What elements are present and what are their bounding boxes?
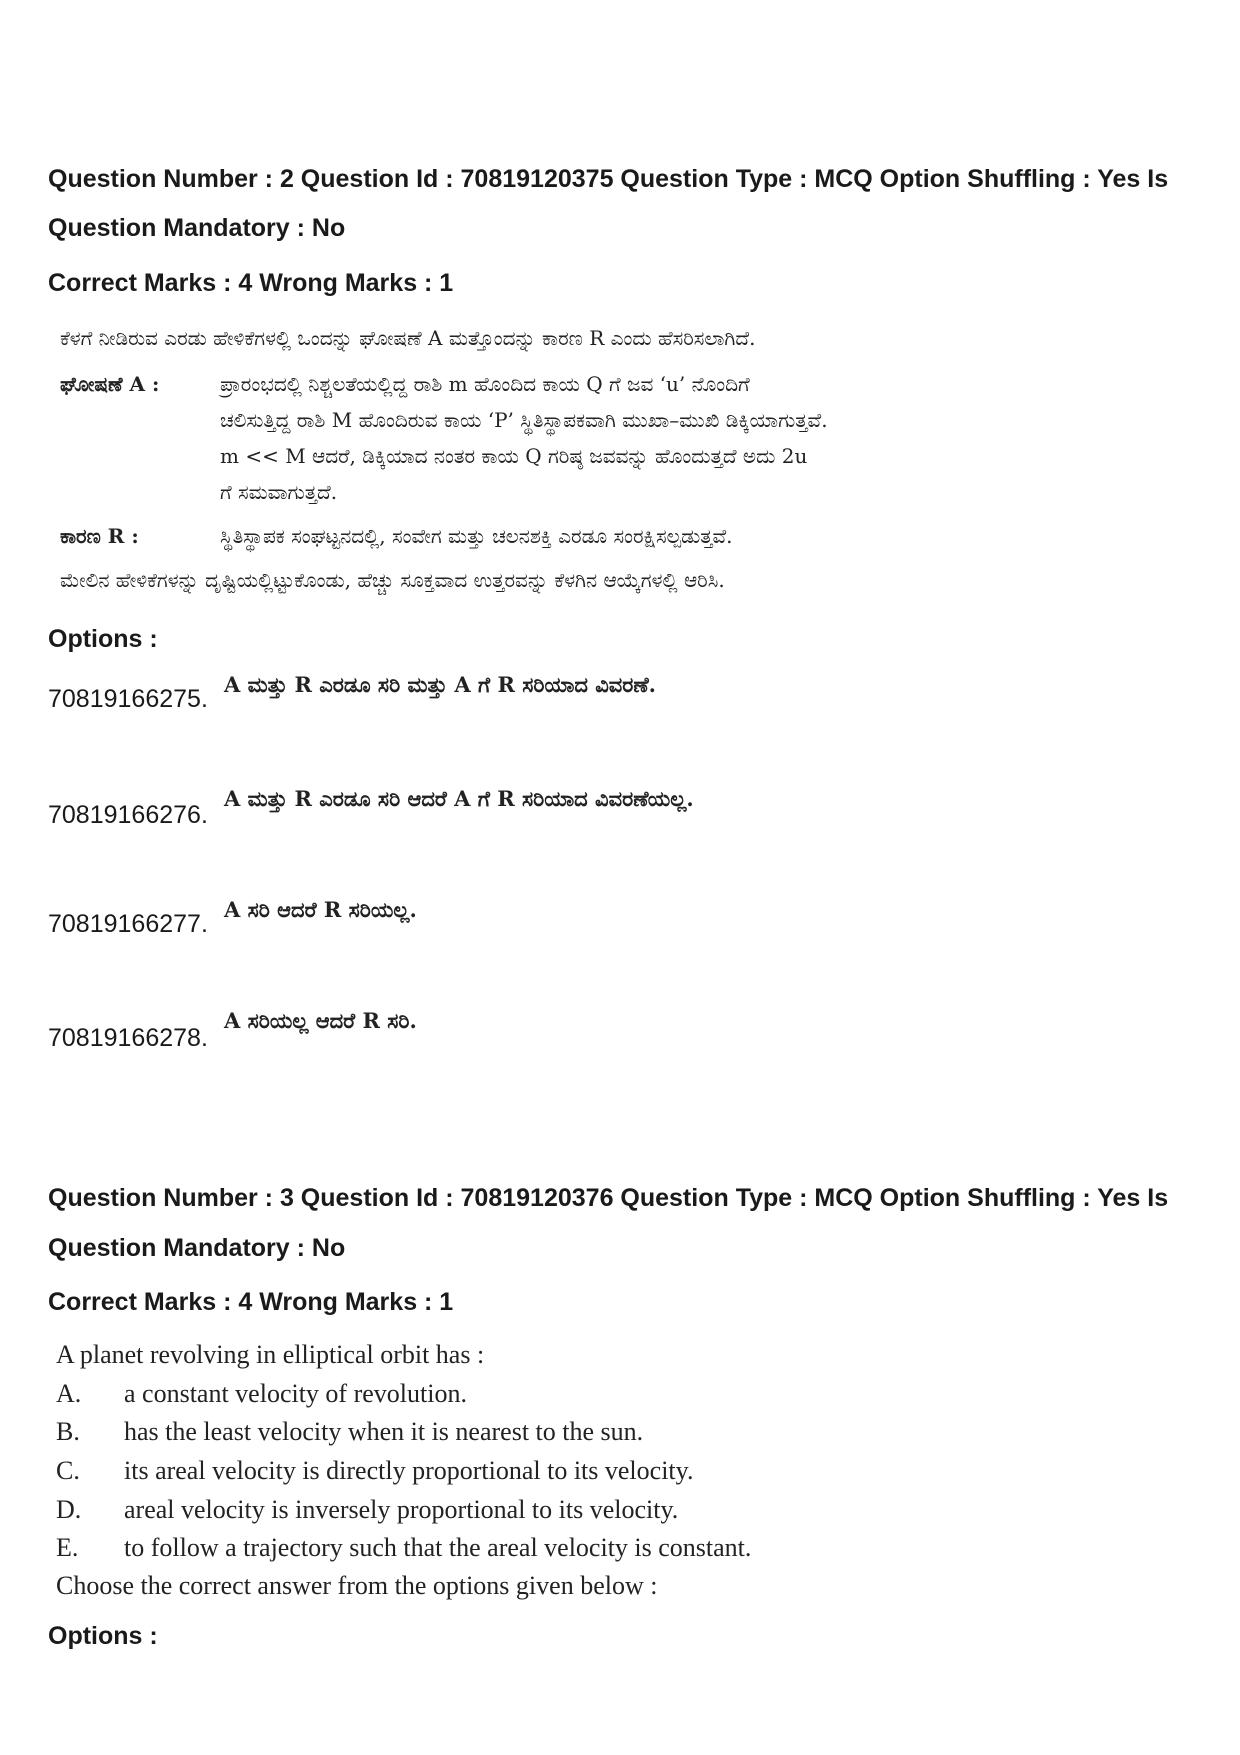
- q2-options-label: Options :: [48, 625, 158, 653]
- q3-item-e-text: to follow a trajectory such that the areal velocity is constant.: [124, 1533, 752, 1562]
- q2-intro: ಕೆಳಗೆ ನೀಡಿರುವ ಎರಡು ಹೇಳಿಕೆಗಳಲ್ಲಿ ಒಂದನ್ನು ಘೋಷಣೆ A ಮತ್ತೊಂದನ್ನು ಕಾರಣ R ಎಂದು ಹೆಸರಿಸಲಾಗಿದೆ.: [60, 326, 756, 350]
- q3-marks: Correct Marks : 4 Wrong Marks : 1: [48, 1288, 454, 1316]
- q3-header-line2: Question Mandatory : No: [48, 1234, 346, 1262]
- q3-item-a-text: a constant velocity of revolution.: [124, 1379, 467, 1408]
- q3-item-b-text: has the least velocity when it is nearest to the sun.: [124, 1417, 644, 1446]
- q3-item-b-letter: B.: [56, 1417, 80, 1446]
- q2-assertion-line-2: ಚಲಿಸುತ್ತಿದ್ದ ರಾಶಿ M ಹೊಂದಿರುವ ಕಾಯ ‘P’ ಸ್ಥಿತಿಸ್ಥಾಪಕವಾಗಿ ಮುಖಾ–ಮುಖಿ ಡಿಕ್ಕಿಯಾಗುತ್ತವೆ.: [220, 408, 828, 432]
- q3-header-line1: Question Number : 3 Question Id : 70819120376 Question Type : MCQ Option Shuffling : Yes Is: [48, 1184, 1169, 1212]
- q3-item-e-letter: E.: [56, 1533, 79, 1562]
- q3-options-label: Options :: [48, 1622, 158, 1650]
- q3-stem: A planet revolving in elliptical orbit has :: [56, 1340, 485, 1369]
- q2-option-2-text: A ಮತ್ತು R ಎರಡೂ ಸರಿ ಆದರೆ A ಗೆ R ಸರಿಯಾದ ವಿವರಣೆಯಲ್ಲ.: [224, 786, 694, 811]
- q3-item-d-text: areal velocity is inversely proportional to its velocity.: [124, 1495, 679, 1524]
- q3-item-d-letter: D.: [56, 1495, 82, 1524]
- q2-assertion-label: ಘೋಷಣೆ A :: [60, 372, 160, 396]
- q3-item-c-text: its areal velocity is directly proportional to its velocity.: [124, 1456, 694, 1485]
- q2-reason-text: ಸ್ಥಿತಿಸ್ಥಾಪಕ ಸಂಘಟ್ಟನದಲ್ಲಿ, ಸಂವೇಗ ಮತ್ತು ಚಲನಶಕ್ತಿ ಎರಡೂ ಸಂರಕ್ಷಿಸಲ್ಪಡುತ್ತವೆ.: [220, 524, 733, 548]
- q2-option-1-text: A ಮತ್ತು R ಎರಡೂ ಸರಿ ಮತ್ತು A ಗೆ R ಸರಿಯಾದ ವಿವರಣೆ.: [224, 672, 656, 697]
- q3-item-c-letter: C.: [56, 1456, 80, 1485]
- q2-reason-label: ಕಾರಣ R :: [60, 524, 139, 548]
- q2-option-3-text: A ಸರಿ ಆದರೆ R ಸರಿಯಲ್ಲ.: [224, 897, 417, 922]
- q3-instruction: Choose the correct answer from the options given below :: [56, 1571, 658, 1600]
- q3-item-a-letter: A.: [56, 1379, 82, 1408]
- q2-option-1-id: 70819166275.: [48, 685, 208, 713]
- q2-header-line1: Question Number : 2 Question Id : 70819120375 Question Type : MCQ Option Shuffling : Yes Is: [48, 165, 1169, 193]
- q2-option-4-id: 70819166278.: [48, 1024, 208, 1052]
- q2-marks: Correct Marks : 4 Wrong Marks : 1: [48, 269, 454, 297]
- q2-assertion-line-1: ಪ್ರಾರಂಭದಲ್ಲಿ ನಿಶ್ಚಲತೆಯಲ್ಲಿದ್ದ ರಾಶಿ m ಹೊಂದಿದ ಕಾಯ Q ಗೆ ಜವ ‘u’ ನೊಂದಿಗೆ: [220, 372, 750, 396]
- q2-option-3-id: 70819166277.: [48, 910, 208, 938]
- q2-option-2-id: 70819166276.: [48, 801, 208, 829]
- q2-assertion-line-4: ಗೆ ಸಮವಾಗುತ್ತದೆ.: [220, 480, 338, 504]
- q2-assertion-line-3: m << M ಆದರೆ, ಡಿಕ್ಕಿಯಾದ ನಂತರ ಕಾಯ Q ಗರಿಷ್ಠ ಜವವನ್ನು ಹೊಂದುತ್ತದೆ ಅದು 2u: [220, 444, 808, 468]
- q2-header-line2: Question Mandatory : No: [48, 214, 346, 242]
- q2-instruction: ಮೇಲಿನ ಹೇಳಿಕೆಗಳನ್ನು ದೃಷ್ಟಿಯಲ್ಲಿಟ್ಟುಕೊಂಡು, ಹೆಚ್ಚು ಸೂಕ್ತವಾದ ಉತ್ತರವನ್ನು ಕೆಳಗಿನ ಆಯ್ಕೆಗಳಲ್ಲಿ ಆರಿಸಿ.: [60, 568, 725, 592]
- q2-option-4-text: A ಸರಿಯಲ್ಲ ಆದರೆ R ಸರಿ.: [224, 1008, 417, 1033]
